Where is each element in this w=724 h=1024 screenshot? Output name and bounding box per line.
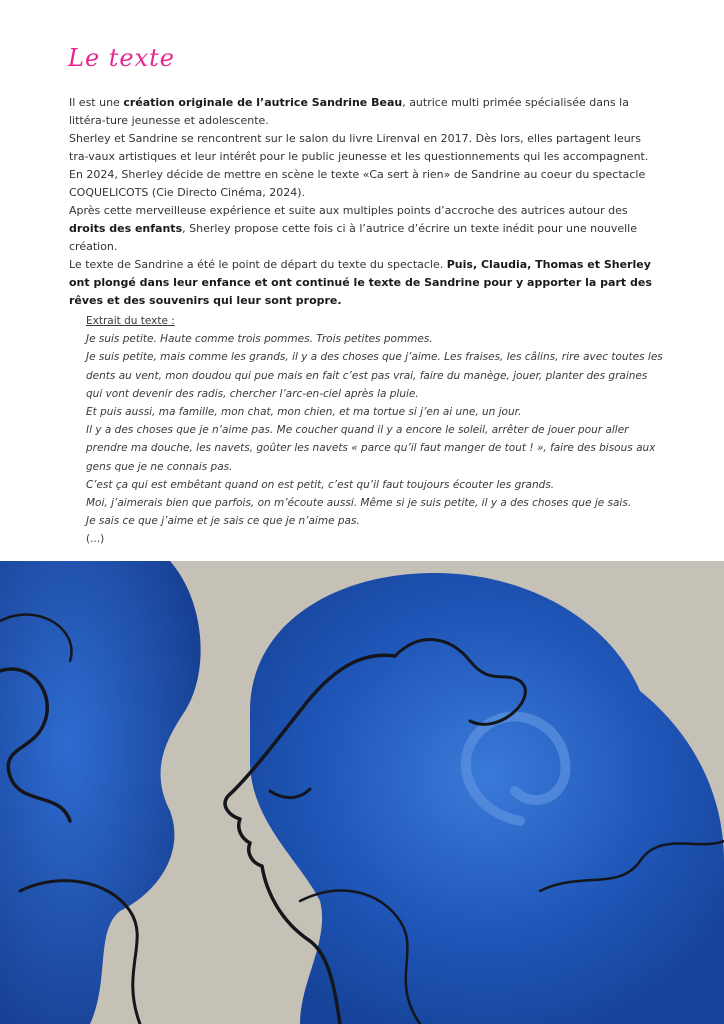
excerpt-line: Il y a des choses que je n’aime pas. Me coucher quand il y a encore le soleil, arrêter de jouer pour aller prendre ma douche, les navets, goûter les navets « parce qu’il faut manger de tout ! », faire des bisous aux gens que je ne connais pas. — [86, 424, 656, 473]
intro-p1-text-end: , autrice multi primée spécialisée dans la littéra-ture jeunesse et adolescente. — [69, 96, 629, 127]
intro-paragraph-1 — [69, 94, 661, 130]
excerpt-ellipsis: (...) — [86, 533, 105, 546]
excerpt-line: C’est ça qui est embêtant quand on est petit, c’est qu’il faut toujours écouter les grands. — [86, 478, 555, 491]
intro-paragraph-5 — [69, 256, 661, 310]
intro-paragraph-4 — [69, 202, 661, 256]
intro-p1-bold: création originale de l’autrice Sandrine Beau — [123, 96, 403, 109]
excerpt-line: Je suis petite, mais comme les grands, il y a des choses que j’aime. Les fraises, les câlins, rire avec toutes les dents au vent, mon doudou qui pue mais en fait c’est pas vrai, faire du manège, jouer, planter des graines qui vont devenir des radis, chercher l’arc-en-ciel après la pluie. — [86, 351, 663, 400]
intro-p4-bold: droits des enfants — [69, 222, 183, 235]
intro-p5-text: Le texte de Sandrine a été le point de départ du texte du spectacle. — [69, 258, 447, 271]
excerpt-block — [86, 312, 666, 549]
page-title: Le texte — [68, 44, 175, 72]
excerpt-title: Extrait du texte : — [86, 315, 175, 327]
intro-p5-bold: Puis, Claudia, Thomas et Sherley ont plongé dans leur enfance et ont continué le texte de Sandrine pour y apporter la part des rêves et des souvenirs qui leur sont propre. — [69, 258, 652, 307]
intro-p4-text: Après cette merveilleuse expérience et suite aux multiples points d’accroche des autrices autour des — [69, 204, 628, 217]
intro-p1-text: Il est une — [69, 96, 124, 109]
intro-paragraph-2: Sherley et Sandrine se rencontrent sur le salon du livre Lirenval en 2017. Dès lors, elles partagent leurs tra-vaux artistiques et leur intérêt pour le public jeunesse et les questionnements qui les accompagnent. — [69, 132, 649, 163]
excerpt-line: Moi, j’aimerais bien que parfois, on m’écoute aussi. Même si je suis petite, il y a des choses que je sais. — [86, 497, 632, 510]
excerpt-line: Et puis aussi, ma famille, mon chat, mon chien, et ma tortue si j’en ai une, un jour. — [86, 406, 522, 419]
excerpt-line: Je suis petite. Haute comme trois pommes. Trois petites pommes. — [86, 333, 433, 346]
intro-p4-text-end: , Sherley propose cette fois ci à l’autrice d’écrire un texte inédit pour une nouvelle création. — [69, 222, 638, 253]
excerpt-line: Je sais ce que j’aime et je sais ce que je n’aime pas. — [86, 515, 360, 528]
illustration-artwork — [0, 561, 724, 1024]
intro-paragraph-3: En 2024, Sherley décide de mettre en scène le texte «Ca sert à rien» de Sandrine au coeur du spectacle COQUELICOTS (Cie Directo Cinéma, 2024). — [69, 168, 646, 199]
intro-text — [69, 94, 661, 310]
ink-painting — [0, 561, 724, 1024]
